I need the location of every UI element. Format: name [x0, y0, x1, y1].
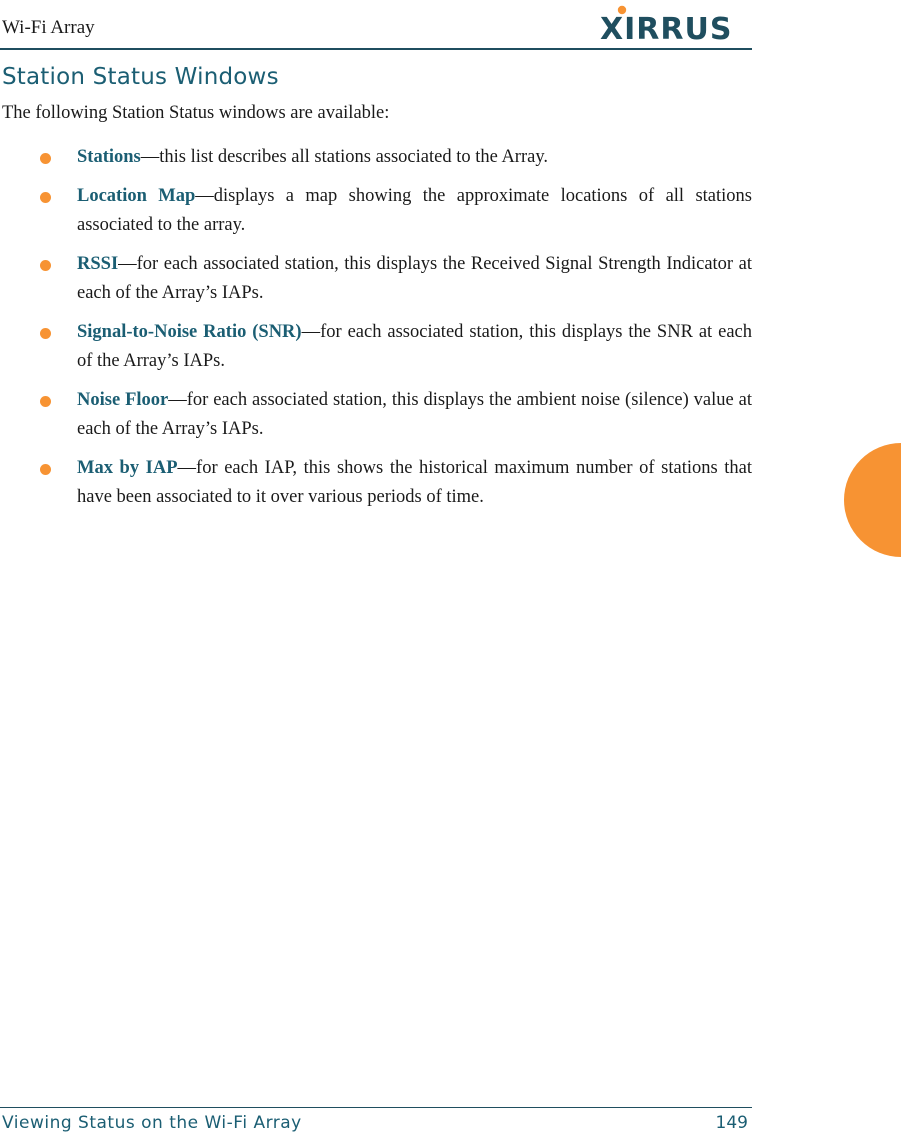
chapter-tab-marker [844, 443, 901, 557]
list-item-text: —for each associated station, this displays the SNR at each of the Array’s IAPs. [77, 322, 752, 371]
list-item-term: Noise Floor [77, 390, 169, 410]
footer-chapter-title: Viewing Status on the Wi-Fi Array [2, 1113, 302, 1133]
bullet-dot-icon [40, 153, 51, 164]
list-item [0, 182, 752, 240]
section-title: Station Status Windows [2, 64, 279, 90]
bullet-dot-icon [40, 464, 51, 475]
bullet-list [0, 143, 752, 522]
list-item-term: Signal-to-Noise Ratio (SNR) [77, 322, 302, 342]
intro-paragraph: The following Station Status windows are available: [2, 103, 390, 123]
bullet-dot-icon [40, 192, 51, 203]
page-number: 149 [715, 1113, 748, 1133]
bullet-dot-icon [40, 328, 51, 339]
list-item-text: —this list describes all stations associated to the Array. [140, 147, 549, 167]
list-item-text: —for each IAP, this shows the historical maximum number of stations that have been associated to it over various periods of time. [77, 458, 752, 507]
bullet-dot-icon [40, 260, 51, 271]
xirrus-logo [598, 4, 746, 44]
list-item-text: —for each associated station, this displays the ambient noise (silence) value at each of the Array’s IAPs. [77, 390, 752, 439]
list-item [0, 250, 752, 308]
list-item-term: Location Map [77, 186, 196, 206]
list-item-term: Stations [77, 147, 141, 167]
list-item [0, 143, 752, 172]
list-item-text: —for each associated station, this displays the Received Signal Strength Indicator at each of the Array’s IAPs. [77, 254, 752, 303]
list-item [0, 386, 752, 444]
header-divider [0, 48, 752, 50]
list-item [0, 454, 752, 512]
footer-divider [0, 1107, 752, 1108]
list-item-term: Max by IAP [77, 458, 178, 478]
list-item-term: RSSI [77, 254, 119, 274]
svg-text:XIRRUS: XIRRUS [600, 12, 733, 44]
list-item [0, 318, 752, 376]
bullet-dot-icon [40, 396, 51, 407]
running-header: Wi-Fi Array [2, 17, 95, 38]
list-item-text: —displays a map showing the approximate locations of all stations associated to the array. [77, 186, 752, 235]
